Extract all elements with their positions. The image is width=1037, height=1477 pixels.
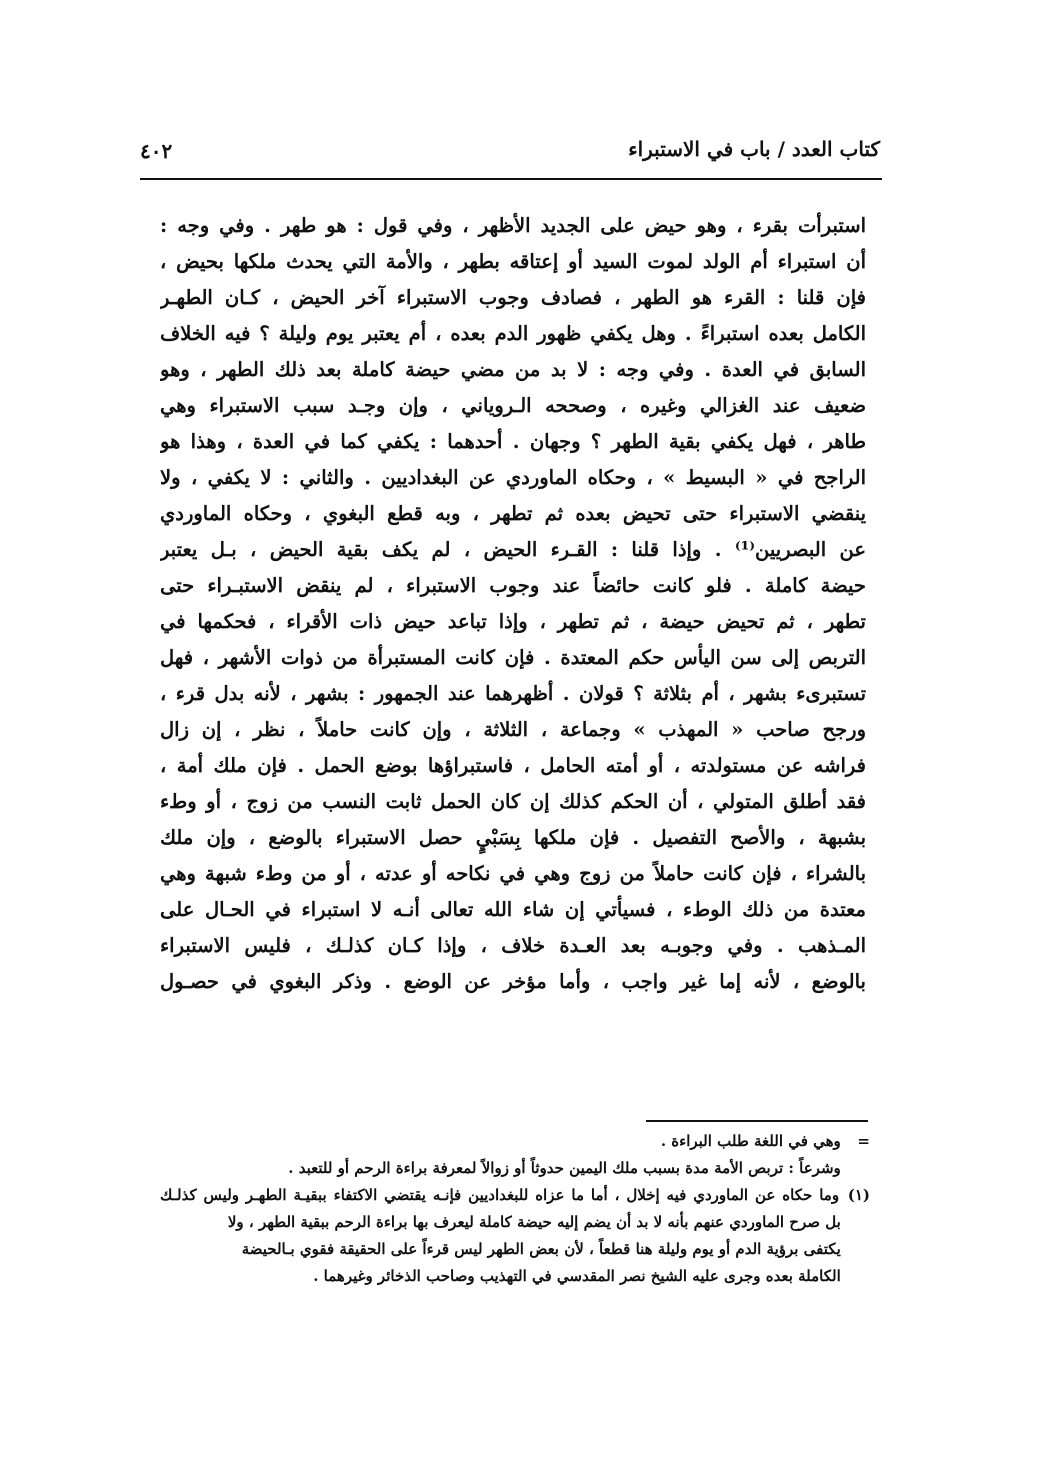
text-line: استبرأت بقرء ، وهو حيض على الجديد الأظهر ، وفي قول : هو طهر . وفي وجه : [160,214,866,237]
text-line: فراشه عن مستولدته ، أو أمته الحامل ، فاستبراؤها بوضع الحمل . فإن ملك أمة ، [160,754,866,777]
footnote-1-line [160,1209,870,1236]
footnote-continuation-line [160,1155,870,1182]
text-line: فقد أطلق المتولي ، أن الحكم كذلك إن كان الحمل ثابت النسب من زوج ، أو وطء [160,790,866,813]
header-title: كتاب العدد / باب في الاستبراء [628,137,880,161]
footnote-1-marker: (١) [847,1186,870,1204]
text-line: السابق في العدة . وفي وجه : لا بد من مضي حيضة كاملة بعد ذلك الطهر ، وهو [160,358,866,381]
header-rule [140,178,882,180]
main-text-block [160,208,866,1000]
text-line: الراجح في « البسيط » ، وحكاه الماوردي عن البغداديين . والثاني : لا يكفي ، ولا [160,466,866,489]
text-line: معتدة من ذلك الوطء ، فسيأتي إن شاء الله تعالى أنـه لا استبراء في الحـال على [160,898,866,921]
text-line: بالوضع ، لأنه إما غير واجب ، وأما مؤخر عن الوضع . وذكر البغوي في حصـول [160,970,866,993]
text-line: ينقضي الاستبراء حتى تحيض بعده ثم تطهر ، وبه قطع البغوي ، وحكاه الماوردي [160,502,866,525]
text-line: التربص إلى سن اليأس حكم المعتدة . فإن كانت المستبرأة من ذوات الأشهر ، فهل [160,646,866,669]
text-line: فإن قلنا : القرء هو الطهر ، فصادف وجوب الاستبراء آخر الحيض ، كـان الطهـر [160,286,866,309]
footnote-text: وما حكاه عن الماوردي فيه إخلال ، أما ما عزاه للبغداديين فإنـه يقتضي الاكتفاء ببقيـة الطهـر وليس كذلـك [160,1186,840,1204]
text-line: عن البصريين⁽¹⁾ . وإذا قلنا : القـرء الحيض ، لم يكف بقية الحيض ، بـل يعتبر [160,538,866,561]
footnote-text: يكتفى برؤية الدم أو يوم وليلة هنا قطعاً ، لأن بعض الطهر ليس قرءاً على الحقيقة فقوي بـالحيضة [241,1240,841,1258]
footnotes-block [160,1128,870,1290]
text-line: تطهر ، ثم تحيض حيضة ، ثم تطهر ، وإذا تباعد حيض ذات الأقراء ، فحكمها في [160,610,866,633]
footnote-1-line [160,1182,870,1209]
footnote-1-line [160,1236,870,1263]
footnote-text: الكاملة بعده وجرى عليه الشيخ نصر المقدسي في التهذيب وصاحب الذخائر وغيرهما . [313,1267,841,1285]
text-line: حيضة كاملة . فلو كانت حائضاً عند وجوب الاستبراء ، لم ينقض الاستبـراء حتى [160,574,866,597]
page-number: ٤٠٢ [140,139,173,163]
footnote-text: بل صرح الماوردي عنهم بأنه لا بد أن يضم إليه حيضة كاملة ليعرف بها براءة الرحم ببقية الطهر ، ولا [227,1213,841,1231]
text-line: بشبهة ، والأصح التفصيل . فإن ملكها بِسَبْيٍ حصل الاستبراء بالوضع ، وإن ملك [160,826,866,849]
text-line: ورجح صاحب « المهذب » وجماعة ، الثلاثة ، وإن كانت حاملاً ، نظر ، إن زال [160,718,866,741]
footnote-continuation-line [160,1128,870,1155]
running-header [140,137,880,177]
text-line: ضعيف عند الغزالي وغيره ، وصححه الـروياني ، وإن وجـد سبب الاستبراء وهي [160,394,866,417]
text-line: الكامل بعده استبراءً . وهل يكفي ظهور الدم بعده ، أم يعتبر يوم وليلة ؟ فيه الخلاف [160,322,866,345]
footnote-separator [646,1120,868,1122]
footnote-text: وهي في اللغة طلب البراءة . [660,1132,841,1150]
text-line: تستبرىء بشهر ، أم بثلاثة ؟ قولان . أظهرهما عند الجمهور : بشهر ، لأنه بدل قرء ، [160,682,866,705]
text-line: طاهر ، فهل يكفي بقية الطهر ؟ وجهان . أحدهما : يكفي كما في العدة ، وهذا هو [160,430,866,453]
text-line: بالشراء ، فإن كانت حاملاً من زوج وهي في نكاحه أو عدته ، أو من وطء شبهة وهي [160,862,866,885]
continuation-marker: = [857,1132,870,1150]
text-line: أن استبراء أم الولد لموت السيد أو إعتاقه بطهر ، والأمة التي يحدث ملكها بحيض ، [160,250,866,273]
footnote-text: وشرعاً : تربص الأمة مدة بسبب ملك اليمين حدوثاً أو زوالاً لمعرفة براءة الرحم أو للتعبد . [288,1159,841,1177]
footnote-1-line [160,1263,870,1290]
text-line: المـذهب . وفي وجوبـه بعد العـدة خلاف ، وإذا كـان كذلـك ، فليس الاستبراء [160,934,866,957]
